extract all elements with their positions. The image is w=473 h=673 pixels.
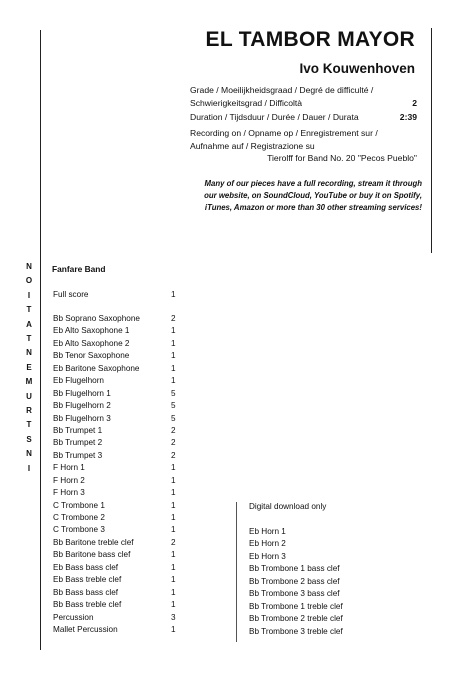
part-name: Bb Bass bass clef: [53, 587, 119, 597]
part-qty: 2: [171, 438, 176, 448]
promo-line-1: Many of our pieces have a full recording, stream it through: [204, 179, 422, 188]
part-qty: 1: [171, 475, 176, 485]
duration-label: Duration / Tijdsduur / Durée / Dauer / Durata: [190, 112, 359, 122]
part-name: F Horn 2: [53, 475, 85, 485]
digital-part-name: Bb Trombone 3 treble clef: [249, 626, 343, 636]
part-qty: 1: [171, 562, 176, 572]
grade-value: 2: [412, 97, 417, 108]
part-row: [53, 624, 193, 636]
part-qty: 3: [171, 612, 176, 622]
part-qty: 1: [171, 376, 176, 386]
full-score-row: [53, 289, 193, 301]
duration-row: [190, 111, 417, 124]
promo-line-2: our website, on SoundCloud, YouTube or buy it on Spotify,: [204, 191, 422, 200]
part-row: [53, 413, 193, 425]
part-name: Bb Baritone treble clef: [53, 537, 134, 547]
grade-label-line-1: Grade / Moeilijkheidsgraad / Degré de difficulté /: [190, 85, 374, 95]
part-qty: 1: [171, 587, 176, 597]
composer-name: Ivo Kouwenhoven: [299, 61, 415, 76]
digital-download-heading: Digital download only: [249, 502, 327, 511]
part-row: [53, 512, 193, 524]
part-name: Bb Flugelhorn 1: [53, 388, 111, 398]
side-label-letter: A: [26, 319, 32, 329]
part-name: Eb Flugelhorn: [53, 376, 104, 386]
band-type: Fanfare Band: [52, 264, 106, 274]
part-qty: 1: [171, 525, 176, 535]
side-label-letter: N: [26, 262, 32, 271]
part-name: Bb Trumpet 3: [53, 450, 103, 460]
part-name: Bb Flugelhorn 3: [53, 413, 111, 423]
side-label-letter: I: [27, 463, 31, 473]
part-name: Bb Trumpet 2: [53, 438, 103, 448]
part-qty: 1: [171, 488, 176, 498]
left-margin-rule: [40, 30, 41, 650]
side-label-letter: O: [25, 276, 33, 286]
part-row: [53, 425, 193, 437]
digital-parts-list: [249, 526, 369, 638]
part-row: [53, 350, 193, 362]
part-row: [53, 574, 193, 586]
side-label-letter: T: [26, 334, 32, 344]
part-qty: 5: [171, 388, 176, 398]
digital-part-name: Bb Trombone 3 bass clef: [249, 589, 340, 599]
side-label-letter: T: [26, 420, 32, 430]
instrumentation-side-label: [22, 260, 36, 476]
part-row: [53, 562, 193, 574]
part-row: [53, 400, 193, 412]
piece-title: EL TAMBOR MAYOR: [205, 28, 415, 51]
part-qty: 1: [171, 575, 176, 585]
part-row: [53, 599, 193, 611]
part-qty: 1: [171, 351, 176, 361]
part-row: [53, 437, 193, 449]
part-row: [53, 388, 193, 400]
digital-part-name: Bb Trombone 2 bass clef: [249, 576, 340, 586]
part-name: Percussion: [53, 612, 94, 622]
part-row: [53, 338, 193, 350]
digital-part-name: Eb Horn 3: [249, 551, 286, 561]
part-qty: 1: [171, 624, 176, 634]
part-name: Eb Alto Saxophone 1: [53, 326, 130, 336]
digital-divider-rule: [236, 502, 237, 642]
part-qty: 2: [171, 450, 176, 460]
side-label-letter: E: [26, 362, 32, 372]
side-label-letter: I: [27, 290, 31, 300]
part-name: Eb Alto Saxophone 2: [53, 338, 130, 348]
side-label-letter: N: [26, 449, 32, 459]
grade-info: [190, 84, 417, 109]
part-name: Eb Bass bass clef: [53, 562, 119, 572]
digital-part-name: Eb Horn 1: [249, 527, 286, 536]
digital-part-name: Bb Trombone 1 bass clef: [249, 564, 340, 574]
part-name: F Horn 3: [53, 488, 85, 498]
part-qty: 1: [171, 513, 176, 522]
part-row: [53, 524, 193, 536]
promo-line-3: iTunes, Amazon or more than 30 other streaming services!: [204, 203, 422, 212]
part-row: [53, 500, 193, 512]
part-qty: 1: [171, 326, 176, 336]
part-qty: 1: [171, 550, 176, 560]
part-name: Mallet Percussion: [53, 624, 118, 634]
recording-reference: Tierolff for Band No. 20 "Pecos Pueblo": [267, 153, 417, 164]
part-name: Bb Flugelhorn 2: [53, 401, 111, 411]
full-score-qty: 1: [171, 290, 176, 299]
side-label-letter: S: [26, 434, 32, 444]
grade-label-line-2: Schwierigkeitsgrad / Difficoltà: [190, 97, 303, 108]
part-name: Bb Tenor Saxophone: [53, 351, 130, 361]
part-qty: 5: [171, 401, 176, 411]
part-name: Eb Bass treble clef: [53, 575, 122, 585]
part-name: F Horn 1: [53, 463, 85, 473]
part-name: C Trombone 1: [53, 500, 105, 510]
part-row: [53, 325, 193, 337]
part-row: [53, 462, 193, 474]
part-row: [53, 375, 193, 387]
duration-value: 2:39: [399, 112, 417, 122]
part-qty: 2: [171, 314, 176, 323]
part-row: [53, 450, 193, 462]
full-score-name: Full score: [53, 290, 89, 299]
part-row: [53, 612, 193, 624]
part-name: Bb Bass treble clef: [53, 600, 122, 610]
part-name: Eb Baritone Saxophone: [53, 363, 140, 373]
side-label-letter: R: [26, 406, 32, 416]
digital-part-name: Eb Horn 2: [249, 539, 286, 549]
part-qty: 2: [171, 537, 176, 547]
part-qty: 1: [171, 363, 176, 373]
part-name: Bb Trumpet 1: [53, 425, 103, 435]
recording-info: [190, 127, 417, 165]
part-qty: 1: [171, 600, 176, 610]
digital-part-name: Bb Trombone 1 treble clef: [249, 601, 343, 611]
part-name: C Trombone 3: [53, 525, 105, 535]
grade-label-line-2-row: [190, 97, 417, 110]
part-row: [53, 475, 193, 487]
recording-label-line-1: Recording on / Opname op / Enregistrement sur /: [190, 128, 378, 138]
header-right-rule: [431, 28, 432, 253]
part-row: [53, 537, 193, 549]
part-qty: 2: [171, 425, 176, 435]
part-row: [53, 363, 193, 375]
parts-list: [53, 313, 193, 636]
part-qty: 5: [171, 413, 176, 423]
side-label-letter: M: [25, 377, 33, 387]
part-name: Bb Soprano Saxophone: [53, 314, 140, 323]
part-row: [53, 313, 193, 325]
part-qty: 1: [171, 500, 176, 510]
part-qty: 1: [171, 463, 176, 473]
part-row: [53, 587, 193, 599]
digital-part-name: Bb Trombone 2 treble clef: [249, 614, 343, 624]
part-qty: 1: [171, 338, 176, 348]
side-label-letter: U: [26, 391, 32, 401]
part-row: [53, 549, 193, 561]
duration-info: [190, 111, 417, 124]
part-name: C Trombone 2: [53, 513, 105, 522]
recording-label-line-2: Aufnahme auf / Registrazione su: [190, 140, 315, 151]
promo-text: [182, 178, 422, 214]
side-label-letter: N: [26, 348, 32, 358]
part-row: [53, 487, 193, 499]
side-label-letter: T: [26, 305, 32, 315]
part-name: Bb Baritone bass clef: [53, 550, 131, 560]
